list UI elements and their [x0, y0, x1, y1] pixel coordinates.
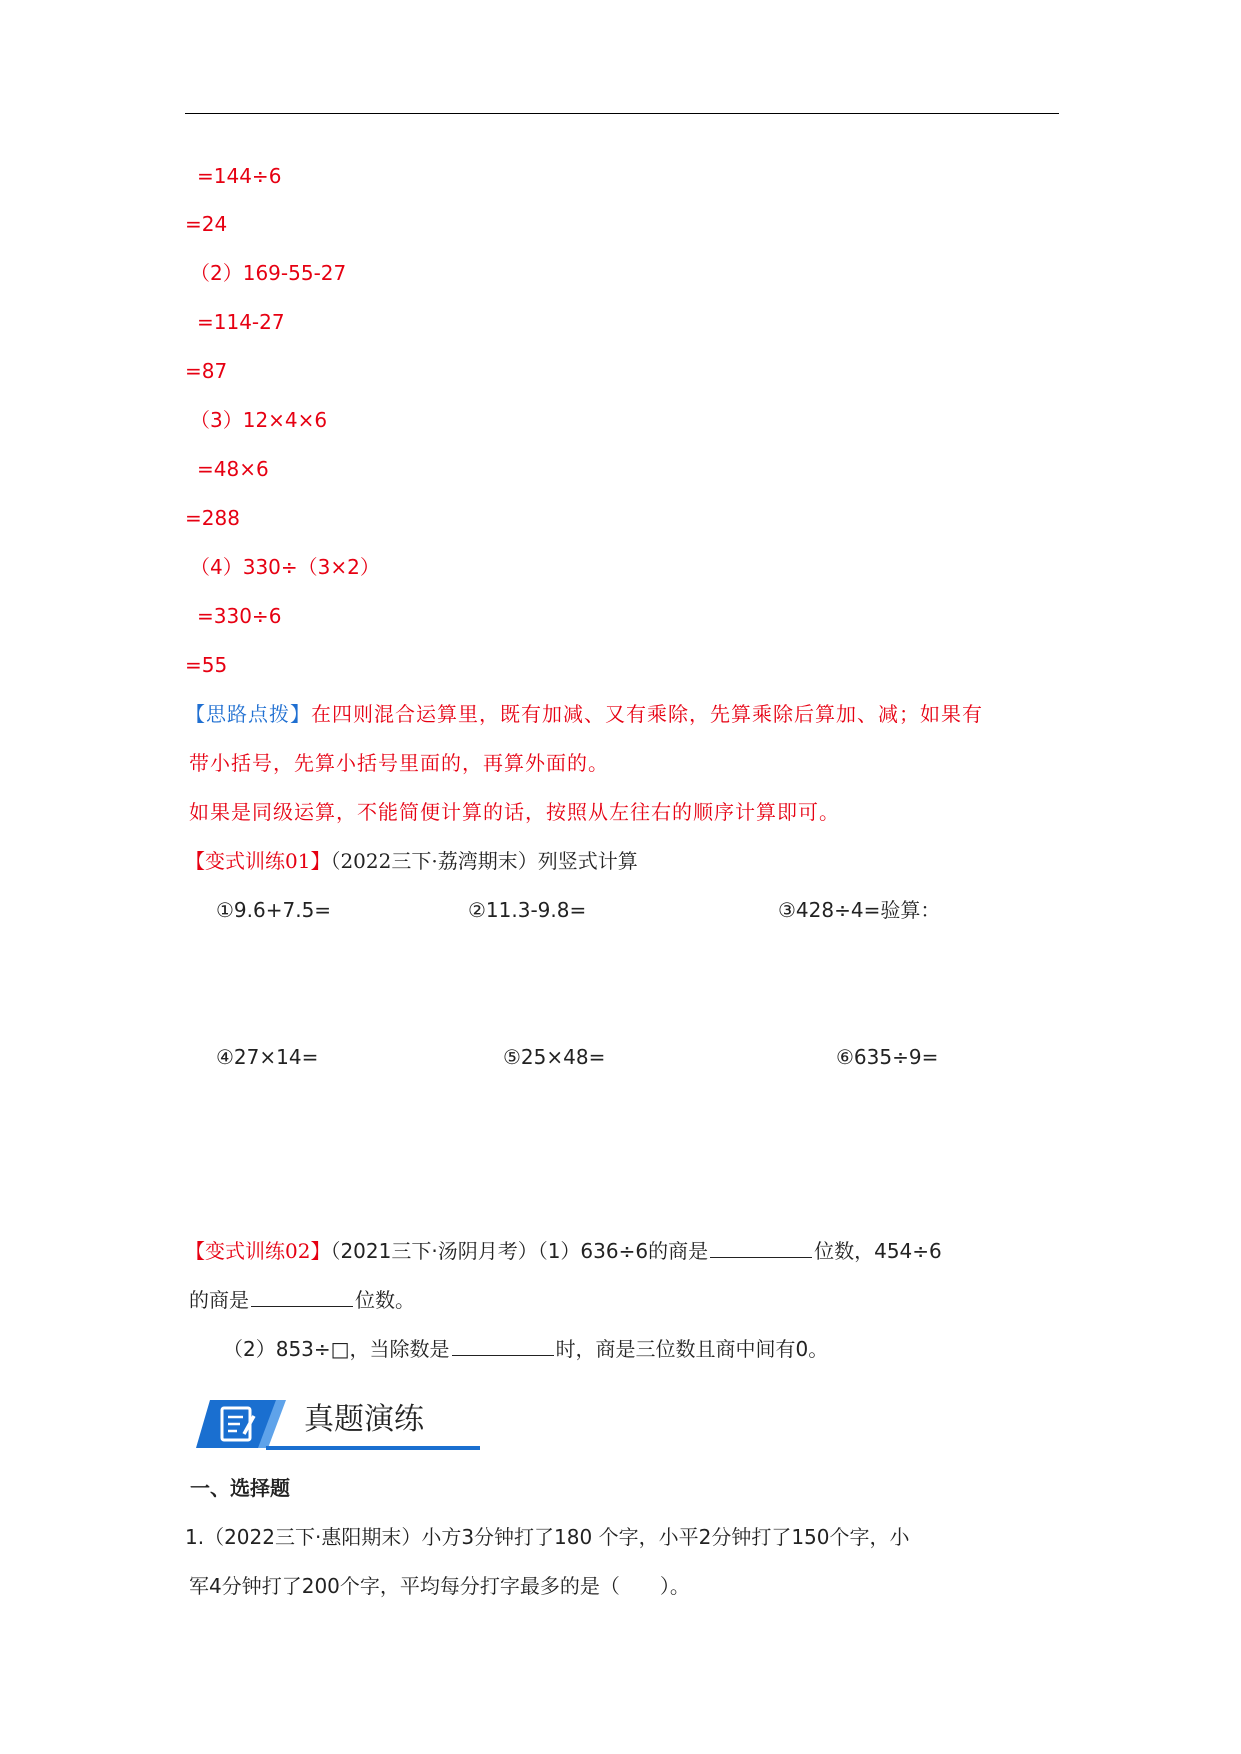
solution-line: =55: [185, 653, 228, 677]
question-line: 军4分钟打了200个字，平均每分打字最多的是（ ）。: [189, 1574, 690, 1598]
tip-paragraph: [185, 700, 983, 728]
answer-blank[interactable]: [251, 1286, 353, 1307]
tip-text: 带小括号，先算小括号里面的，再算外面的。: [189, 751, 609, 775]
header-rule: [185, 113, 1059, 114]
exercise1-text: （2022三下·荔湾期末）列竖式计算: [330, 849, 638, 873]
solution-line: =288: [185, 506, 240, 530]
banner-underline: [266, 1446, 480, 1450]
tip-text: 如果是同级运算，不能简便计算的话，按照从左往右的顺序计算即可。: [189, 800, 840, 824]
exercise2-text: 时，商是三位数且商中间有0。: [555, 1337, 829, 1361]
exercise2-text: 的商是: [189, 1288, 249, 1312]
exercise2-text: （2）853÷□，当除数是: [223, 1337, 450, 1361]
solution-line: =114-27: [197, 310, 285, 334]
section-title: 一、选择题: [190, 1476, 290, 1500]
exercise1-item: ①9.6+7.5=: [216, 898, 332, 922]
solution-line: =24: [185, 212, 228, 236]
solution-line: （2）169-55-27: [190, 261, 347, 285]
exercise2-text: 位数，454÷6: [814, 1239, 942, 1263]
solution-line: =87: [185, 359, 228, 383]
solution-line: =330÷6: [197, 604, 282, 628]
exercise2-line: [185, 1237, 942, 1265]
answer-blank[interactable]: [710, 1237, 812, 1258]
exercise1-item: ②11.3-9.8=: [468, 898, 587, 922]
solution-line: （4）330÷（3×2）: [190, 555, 380, 579]
solution-line: （3）12×4×6: [190, 408, 328, 432]
solution-line: =48×6: [197, 457, 269, 481]
exercise1-item: ④27×14=: [216, 1045, 319, 1069]
exercise1-item: ③428÷4=验算：: [778, 898, 941, 922]
question-line: 1.（2022三下·惠阳期末）小方3分钟打了180 个字，小平2分钟打了150个字，小: [185, 1525, 910, 1549]
exercise1-item: ⑤25×48=: [503, 1045, 606, 1069]
banner-title: 真题演练: [304, 1402, 424, 1437]
exercise2-line: [189, 1286, 415, 1314]
tip-text: 在四则混合运算里，既有加减、又有乘除，先算乘除后算加、减；如果有: [311, 702, 983, 726]
exercise1-label: 【变式训练01】: [185, 849, 331, 873]
exercise2-line: [223, 1335, 828, 1363]
exercise1-heading: [185, 847, 638, 875]
exercise2-text: 位数。: [355, 1288, 415, 1312]
exercise2-text: （2021三下·汤阴月考）（1）636÷6的商是: [330, 1239, 709, 1263]
answer-blank[interactable]: [452, 1335, 554, 1356]
exercise1-item: ⑥635÷9=: [836, 1045, 939, 1069]
solution-line: =144÷6: [197, 164, 282, 188]
tip-label: 【思路点拨】: [185, 702, 311, 726]
exercise2-label: 【变式训练02】: [185, 1239, 331, 1263]
